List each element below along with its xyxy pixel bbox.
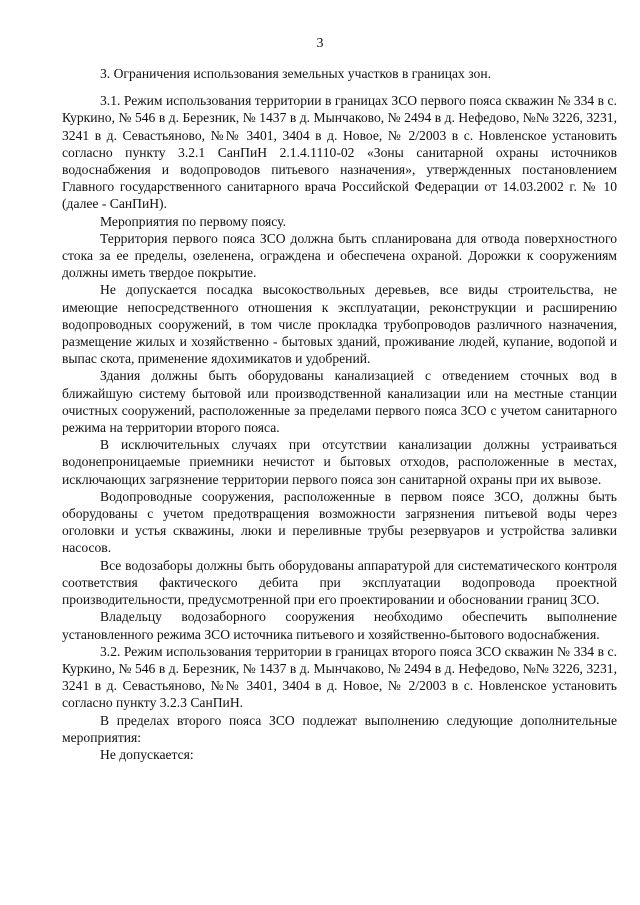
paragraph: Территория первого пояса ЗСО должна быть спланирована для отвода поверхностного стока за ее пределы, озеленена, ограждена и обеспечена охраной. Дорожки к сооружениям должны иметь твердое покрытие. xyxy=(62,230,617,281)
paragraph: В пределах второго пояса ЗСО подлежат выполнению следующие дополнительные мероприятия: xyxy=(62,712,617,745)
document-body xyxy=(62,65,617,763)
paragraph: Владельцу водозаборного сооружения необходимо обеспечить выполнение установленного режима ЗСО источника питьевого и хозяйственно-бытового водоснабжения. xyxy=(62,609,617,642)
page-number: 3 xyxy=(316,36,324,51)
paragraph: Мероприятия по первому поясу. xyxy=(100,213,286,229)
paragraph: В исключительных случаях при отсутствии канализации должны устраиваться водонепроницаемые приемники нечистот и бытовых отходов, расположенные в местах, исключающих загрязнение территории первого пояса зон санитарной охраны при их вывозе. xyxy=(62,437,617,487)
paragraph: 3.1. Режим использования территории в границах ЗСО первого пояса скважин № 334 в с. Куркино, № 546 в д. Березник, № 1437 в д. Мынчаково, № 2494 в д. Нефедово, №№ 3226, 3231, 3241 в д. Севастьяново, №№ 3401, 3404 в д. Новое, № 2/2003 в с. Новленское установить согласно пункту 3.2.1 СанПиН 2.1.4.1110-02 «Зоны санитарной охраны источников водоснабжения и водопроводов питьевого назначения», утвержденных постановлением Главного государственного санитарного врача Российской Федерации от 14.03.2002 г. № 10 (далее - СанПиН). xyxy=(62,93,617,212)
paragraph: Не допускается: xyxy=(100,746,194,762)
paragraph: Не допускается посадка высокоствольных деревьев, все виды строительства, не имеющие непосредственного отношения к эксплуатации, реконструкции и расширению водопроводных сооружений, в том числе прокладка трубопроводов различного назначения, размещение жилых и хозяйственно - бытовых зданий, проживание людей, купание, водопой и выпас скота, применение ядохимикатов и удобрений. xyxy=(62,282,617,367)
section-heading: 3. Ограничения использования земельных участков в границах зон. xyxy=(100,66,492,81)
paragraph: Все водозаборы должны быть оборудованы аппаратурой для систематического контроля соответствия фактического дебита при эксплуатации водопровода проектной производительности, предусмотренной при его проектировании и обосновании границ ЗСО. xyxy=(62,557,617,608)
paragraph: Водопроводные сооружения, расположенные в первом поясе ЗСО, должны быть оборудованы с учетом предотвращения возможности загрязнения питьевой воды через оголовки и устья скважины, люки и переливные трубы резервуаров и устройства заливки насосов. xyxy=(62,488,617,556)
paragraph: 3.2. Режим использования территории в границах второго пояса ЗСО скважин № 334 в с. Куркино, № 546 в д. Березник, № 1437 в д. Мынчаково, № 2494 в д. Нефедово, №№ 3226, 3231, 3241 в д. Севастьяново, №№ 3401, 3404 в д. Новое, № 2/2003 в с. Новленское установить согласно пункту 3.2.3 СанПиН. xyxy=(62,643,617,711)
paragraph: Здания должны быть оборудованы канализацией с отведением сточных вод в ближайшую систему бытовой или производственной канализации или на местные станции очистных сооружений, расположенные за пределами первого пояса ЗСО с учетом санитарного режима на территории второго пояса. xyxy=(62,368,617,436)
